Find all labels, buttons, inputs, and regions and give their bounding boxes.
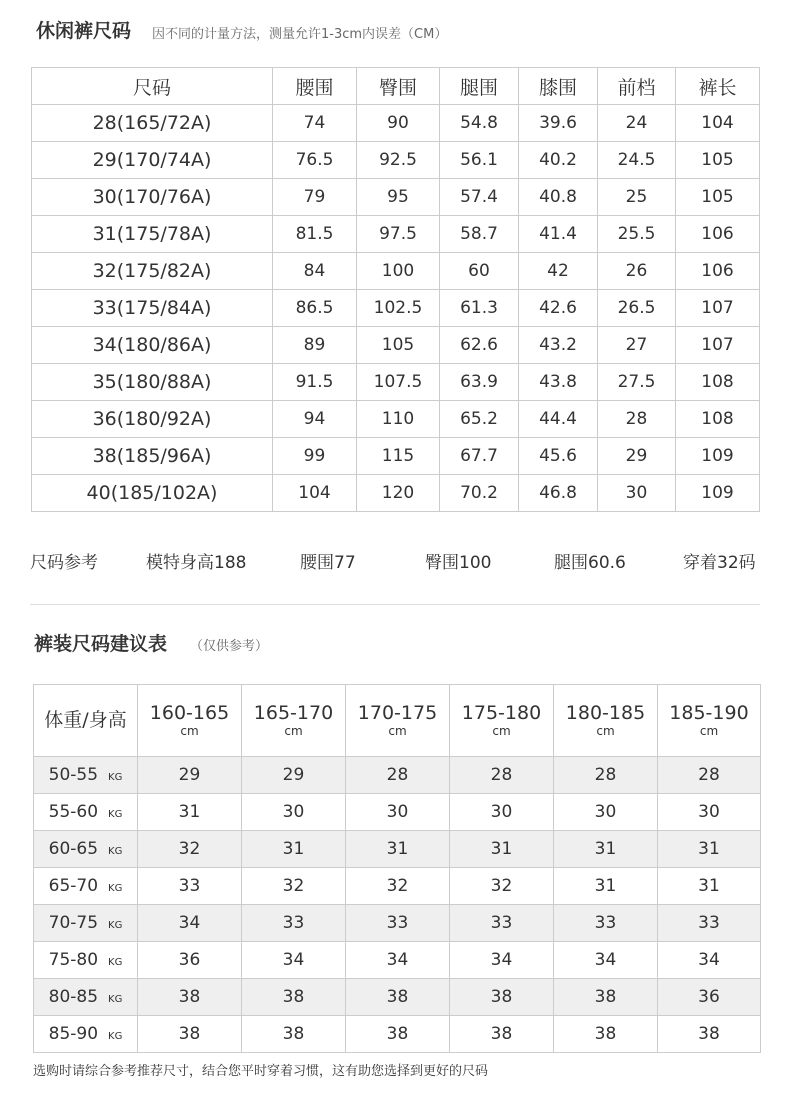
header-length: 裤长 (676, 68, 760, 105)
recommended-size-cell: 28 (346, 757, 450, 794)
measurement-cell: 104 (676, 105, 760, 142)
measurement-cell: 106 (676, 253, 760, 290)
height-header (242, 685, 346, 757)
height-unit: cm (284, 724, 303, 738)
weight-cell (34, 868, 138, 905)
recommended-size-cell: 38 (138, 979, 242, 1016)
weight-unit: KG (108, 883, 123, 894)
size-reference-row (0, 548, 790, 572)
measurement-cell: 26.5 (598, 290, 676, 327)
measurement-cell: 26 (598, 253, 676, 290)
measurement-cell: 60 (440, 253, 519, 290)
measurement-cell: 105 (676, 142, 760, 179)
measurement-cell: 61.3 (440, 290, 519, 327)
table-row (32, 327, 760, 364)
measurement-cell: 84 (273, 253, 357, 290)
weight-range: 85-90 (48, 1024, 99, 1044)
weight-unit: KG (108, 957, 123, 968)
recommended-size-cell: 38 (138, 1016, 242, 1053)
measurement-cell: 25 (598, 179, 676, 216)
size-cell: 29(170/74A) (32, 142, 273, 179)
measurement-cell: 62.6 (440, 327, 519, 364)
table-row (32, 364, 760, 401)
height-header (138, 685, 242, 757)
recommended-size-cell: 38 (346, 1016, 450, 1053)
size-cell: 38(185/96A) (32, 438, 273, 475)
recommended-size-cell: 38 (346, 979, 450, 1016)
weight-range: 50-55 (48, 765, 99, 785)
measurement-cell: 56.1 (440, 142, 519, 179)
measurement-cell: 24.5 (598, 142, 676, 179)
size-cell: 35(180/88A) (32, 364, 273, 401)
size-cell: 32(175/82A) (32, 253, 273, 290)
recommended-size-cell: 31 (138, 794, 242, 831)
measurement-cell: 109 (676, 438, 760, 475)
table-row (32, 142, 760, 179)
size-cell: 28(165/72A) (32, 105, 273, 142)
recommended-size-cell: 38 (450, 979, 554, 1016)
recommended-size-cell: 33 (138, 868, 242, 905)
table-row (32, 179, 760, 216)
header-hip: 臀围 (357, 68, 440, 105)
measurement-cell: 24 (598, 105, 676, 142)
size-cell: 31(175/78A) (32, 216, 273, 253)
recommended-size-cell: 30 (554, 794, 658, 831)
height-unit: cm (699, 724, 719, 738)
weight-cell (34, 1016, 138, 1053)
measurement-cell: 42 (519, 253, 598, 290)
measurement-note: 因不同的计量方法，测量允许1-3cm内误差（CM） (152, 27, 448, 42)
height-range: 185-190 (669, 702, 749, 724)
table-row (32, 105, 760, 142)
weight-cell (34, 757, 138, 794)
recommended-size-cell: 31 (658, 868, 761, 905)
table-row (32, 475, 760, 512)
measurement-cell: 27 (598, 327, 676, 364)
measurement-cell: 29 (598, 438, 676, 475)
measurement-cell: 86.5 (273, 290, 357, 327)
measurement-cell: 45.6 (519, 438, 598, 475)
table-row (32, 290, 760, 327)
model-wearing-size: 穿着32码 (683, 553, 756, 573)
measurement-cell: 108 (676, 364, 760, 401)
measurement-cell: 90 (357, 105, 440, 142)
header-knee: 膝围 (519, 68, 598, 105)
weight-cell (34, 905, 138, 942)
weight-range: 70-75 (48, 913, 99, 933)
recommended-size-cell: 33 (554, 905, 658, 942)
model-hip: 臀围100 (425, 553, 492, 573)
section-divider (30, 604, 760, 605)
recommended-size-cell: 33 (658, 905, 761, 942)
height-header (554, 685, 658, 757)
measurement-cell: 40.2 (519, 142, 598, 179)
measurement-cell: 107 (676, 327, 760, 364)
recommended-size-cell: 38 (658, 1016, 761, 1053)
recommend-header-row (34, 685, 761, 757)
weight-cell (34, 979, 138, 1016)
weight-cell (34, 794, 138, 831)
measurement-cell: 27.5 (598, 364, 676, 401)
measurement-cell: 100 (357, 253, 440, 290)
height-unit: cm (492, 724, 511, 738)
recommended-size-cell: 28 (554, 757, 658, 794)
height-range: 180-185 (565, 702, 646, 724)
weight-range: 75-80 (48, 950, 99, 970)
header-thigh: 腿围 (440, 68, 519, 105)
recommended-size-cell: 30 (242, 794, 346, 831)
measurement-cell: 97.5 (357, 216, 440, 253)
table-row (34, 794, 761, 831)
header-waist: 腰围 (273, 68, 357, 105)
model-waist: 腰围77 (300, 553, 356, 573)
height-unit: cm (596, 724, 615, 738)
recommended-size-cell: 29 (242, 757, 346, 794)
table-row (34, 942, 761, 979)
recommended-size-cell: 34 (450, 942, 554, 979)
size-table (31, 67, 760, 512)
table-row (32, 216, 760, 253)
size-cell: 30(170/76A) (32, 179, 273, 216)
weight-range: 60-65 (48, 839, 99, 859)
recommended-size-cell: 38 (554, 979, 658, 1016)
measurement-cell: 110 (357, 401, 440, 438)
weight-range: 80-85 (48, 987, 99, 1007)
recommended-size-cell: 32 (450, 868, 554, 905)
height-header (658, 685, 761, 757)
weight-unit: KG (108, 994, 123, 1005)
recommended-size-cell: 34 (346, 942, 450, 979)
header-front-rise: 前档 (598, 68, 676, 105)
table-row (34, 757, 761, 794)
size-reference-label: 尺码参考 (30, 553, 98, 573)
measurement-cell: 74 (273, 105, 357, 142)
measurement-cell: 107.5 (357, 364, 440, 401)
measurement-cell: 43.2 (519, 327, 598, 364)
recommended-size-cell: 32 (138, 831, 242, 868)
measurement-cell: 25.5 (598, 216, 676, 253)
measurement-cell: 58.7 (440, 216, 519, 253)
height-range: 175-180 (461, 702, 542, 724)
measurement-cell: 107 (676, 290, 760, 327)
measurement-cell: 44.4 (519, 401, 598, 438)
size-cell: 36(180/92A) (32, 401, 273, 438)
recommended-size-cell: 30 (658, 794, 761, 831)
weight-cell (34, 942, 138, 979)
recommended-size-cell: 31 (242, 831, 346, 868)
table-row (34, 1016, 761, 1053)
measurement-cell: 43.8 (519, 364, 598, 401)
model-height: 模特身高188 (146, 553, 247, 573)
weight-unit: KG (108, 772, 123, 783)
recommended-size-cell: 33 (346, 905, 450, 942)
measurement-cell: 108 (676, 401, 760, 438)
measurement-cell: 63.9 (440, 364, 519, 401)
measurement-cell: 46.8 (519, 475, 598, 512)
recommended-size-cell: 30 (346, 794, 450, 831)
measurement-cell: 99 (273, 438, 357, 475)
recommended-size-cell: 34 (138, 905, 242, 942)
recommended-size-cell: 32 (346, 868, 450, 905)
recommended-size-cell: 32 (242, 868, 346, 905)
measurement-cell: 92.5 (357, 142, 440, 179)
measurement-cell: 67.7 (440, 438, 519, 475)
measurement-cell: 95 (357, 179, 440, 216)
recommended-size-cell: 36 (138, 942, 242, 979)
height-range: 160-165 (149, 702, 230, 724)
measurement-cell: 28 (598, 401, 676, 438)
size-cell: 33(175/84A) (32, 290, 273, 327)
measurement-cell: 65.2 (440, 401, 519, 438)
measurement-cell: 41.4 (519, 216, 598, 253)
measurement-cell: 105 (357, 327, 440, 364)
measurement-cell: 120 (357, 475, 440, 512)
table-row (32, 401, 760, 438)
recommended-size-cell: 31 (450, 831, 554, 868)
recommended-size-cell: 31 (554, 831, 658, 868)
measurement-cell: 40.8 (519, 179, 598, 216)
recommend-chart-title: 裤装尺码建议表 (34, 633, 168, 655)
height-range: 165-170 (253, 702, 334, 724)
recommended-size-cell: 38 (450, 1016, 554, 1053)
measurement-cell: 39.6 (519, 105, 598, 142)
weight-cell (34, 831, 138, 868)
weight-unit: KG (108, 920, 123, 931)
recommended-size-cell: 34 (242, 942, 346, 979)
recommended-size-cell: 31 (658, 831, 761, 868)
table-row (34, 979, 761, 1016)
footer-note: 选购时请综合参考推荐尺寸，结合您平时穿着习惯，这有助您选择到更好的尺码 (33, 1064, 489, 1079)
size-chart-title: 休闲裤尺码 (36, 20, 132, 42)
measurement-cell: 94 (273, 401, 357, 438)
weight-range: 65-70 (48, 876, 99, 896)
measurement-cell: 109 (676, 475, 760, 512)
size-cell: 34(180/86A) (32, 327, 273, 364)
recommended-size-cell: 36 (658, 979, 761, 1016)
height-unit: cm (388, 724, 407, 738)
measurement-cell: 42.6 (519, 290, 598, 327)
measurement-cell: 115 (357, 438, 440, 475)
recommended-size-cell: 28 (658, 757, 761, 794)
table-row (34, 868, 761, 905)
recommended-size-cell: 31 (346, 831, 450, 868)
recommended-size-cell: 28 (450, 757, 554, 794)
recommend-table (33, 684, 761, 1053)
measurement-cell: 81.5 (273, 216, 357, 253)
measurement-cell: 76.5 (273, 142, 357, 179)
table-row (34, 905, 761, 942)
recommended-size-cell: 30 (450, 794, 554, 831)
measurement-cell: 105 (676, 179, 760, 216)
recommended-size-cell: 34 (658, 942, 761, 979)
measurement-cell: 70.2 (440, 475, 519, 512)
weight-range: 55-60 (48, 802, 99, 822)
corner-header: 体重/身高 (34, 685, 138, 757)
measurement-cell: 79 (273, 179, 357, 216)
measurement-cell: 57.4 (440, 179, 519, 216)
measurement-cell: 104 (273, 475, 357, 512)
measurement-cell: 91.5 (273, 364, 357, 401)
table-row (32, 438, 760, 475)
height-range: 170-175 (357, 702, 438, 724)
size-cell: 40(185/102A) (32, 475, 273, 512)
recommended-size-cell: 31 (554, 868, 658, 905)
recommended-size-cell: 33 (242, 905, 346, 942)
measurement-cell: 54.8 (440, 105, 519, 142)
model-thigh: 腿围60.6 (554, 553, 626, 573)
size-table-header-row (32, 68, 760, 105)
recommended-size-cell: 38 (242, 979, 346, 1016)
height-header (346, 685, 450, 757)
height-header (450, 685, 554, 757)
header-size: 尺码 (32, 68, 273, 105)
weight-unit: KG (108, 846, 123, 857)
weight-unit: KG (108, 809, 123, 820)
measurement-cell: 89 (273, 327, 357, 364)
recommended-size-cell: 29 (138, 757, 242, 794)
table-row (34, 831, 761, 868)
recommended-size-cell: 34 (554, 942, 658, 979)
weight-unit: KG (108, 1031, 123, 1042)
recommended-size-cell: 33 (450, 905, 554, 942)
reference-only-note: （仅供参考） (190, 639, 269, 654)
recommended-size-cell: 38 (242, 1016, 346, 1053)
height-unit: cm (180, 724, 199, 738)
measurement-cell: 102.5 (357, 290, 440, 327)
measurement-cell: 30 (598, 475, 676, 512)
measurement-cell: 106 (676, 216, 760, 253)
table-row (32, 253, 760, 290)
recommended-size-cell: 38 (554, 1016, 658, 1053)
